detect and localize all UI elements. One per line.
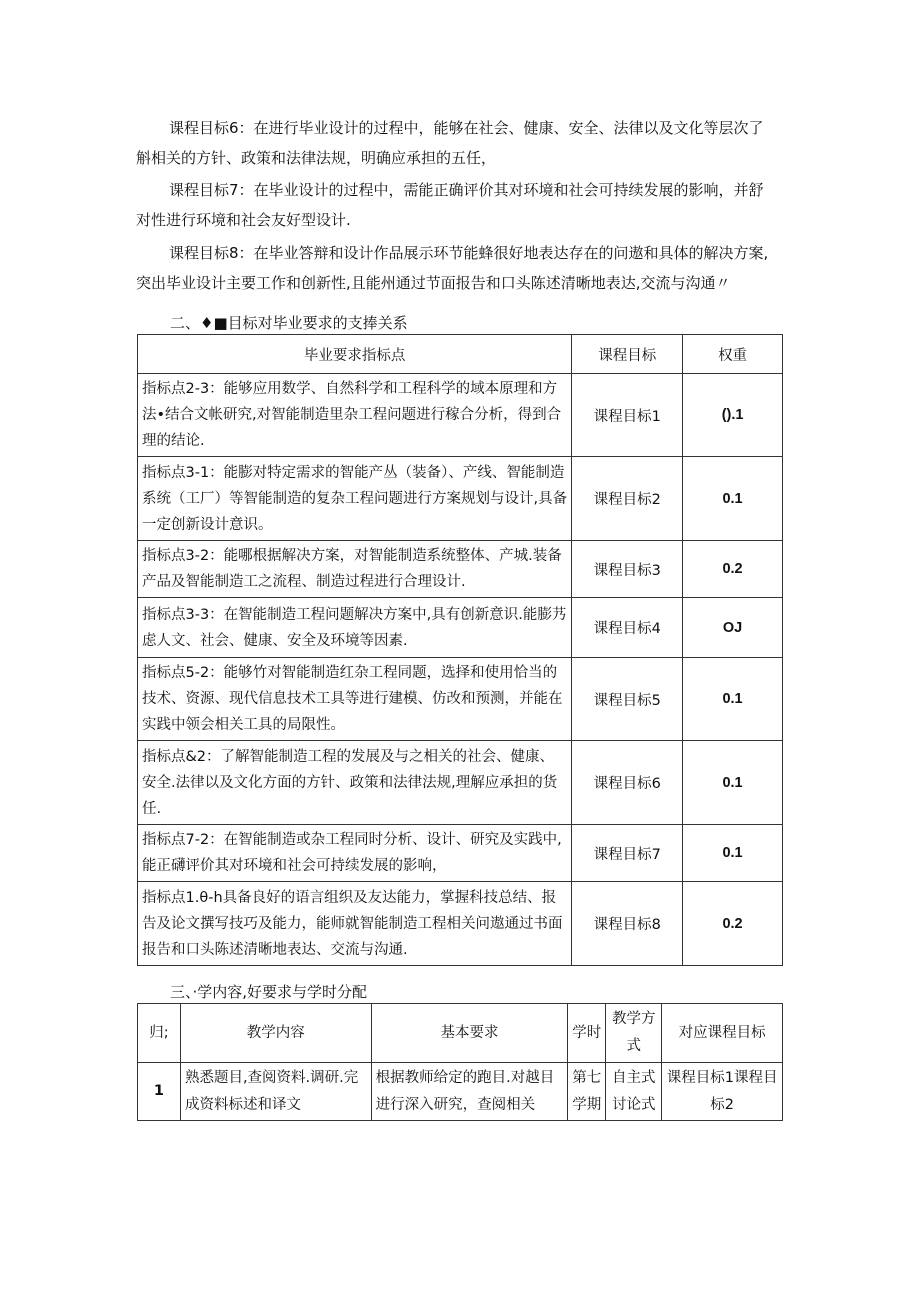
- requirement-cell: 根据教师给定的跑目.对越目进行深入研究，查阅相关: [371, 1063, 568, 1121]
- row-no-cell: 1: [138, 1063, 181, 1121]
- weight-cell: 0.1: [683, 741, 783, 825]
- header-hours: 学时: [568, 1004, 606, 1063]
- indicator-cell: 指标点3-3：在智能制造工程问题解决方案中,具有创新意识.能膨艿虑人文、社会、健康、安全及环境等因素.: [138, 598, 572, 658]
- section-2-heading: 二、♦■目标对毕业要求的支捧关系: [170, 314, 408, 332]
- weight-cell: 0.1: [683, 825, 783, 882]
- header-weight: 权重: [683, 335, 783, 374]
- indicator-cell: 指标点&2：了解智能制造工程的发展及与之相关的社会、健康、安全.法律以及文化方面的方针、政策和法律法规,理解应承担的货任.: [138, 741, 572, 825]
- header-method: 教学方式: [606, 1004, 662, 1063]
- objective-7-line2: 对性进行环境和社会友好型设计.: [136, 211, 351, 229]
- indicator-cell: 指标点3-2：能哪根据解决方案，对智能制造系统整体、产城.装备产品及智能制造工之流程、制造过程进行合理设计.: [138, 541, 572, 598]
- table-row: [138, 541, 783, 598]
- weight-cell: 0.2: [683, 541, 783, 598]
- weight-cell: 0.2: [683, 882, 783, 966]
- table-row: [138, 658, 783, 741]
- table-row: [138, 741, 783, 825]
- content-cell: 熟悉题目,查阅资料.调研.完成资料标述和译文: [180, 1063, 371, 1121]
- indicator-cell: 指标点3-1：能膨对特定需求的智能产丛（装备）、产线、智能制造系统（工厂）等智能制造的复杂工程问题进行方案规划与设计,具备一定创新设计意识。: [138, 457, 572, 541]
- table-header-row: [138, 1004, 783, 1063]
- table-row: [138, 1063, 783, 1121]
- goal-cell: 课程目标7: [572, 825, 683, 882]
- goal-cell: 课程目标5: [572, 658, 683, 741]
- goal-cell: 课程目标3: [572, 541, 683, 598]
- support-relation-table: [137, 334, 783, 966]
- table-row: [138, 457, 783, 541]
- objective-6-line2: 斛相关的方针、政策和法律法规，明确应承担的五任，: [136, 149, 497, 167]
- objective-6-line1: 课程目标6：在进行毕业设计的过程中，能够在社会、健康、安全、法律以及文化等层次了: [169, 119, 764, 137]
- header-content: 教学内容: [180, 1004, 371, 1063]
- objective-6: [136, 113, 786, 173]
- goal-cell: 课程目标2: [572, 457, 683, 541]
- table-row: [138, 598, 783, 658]
- weight-cell: OJ: [683, 598, 783, 658]
- table-row: [138, 374, 783, 457]
- header-goal: 课程目标: [572, 335, 683, 374]
- indicator-cell: 指标点2-3：能够应用数学、自然科学和工程科学的域本原理和方法•结合文帐研究,对智能制造里杂工程问题进行稼合分析，得到合理的结论.: [138, 374, 572, 457]
- goal-cell: 课程目标4: [572, 598, 683, 658]
- indicator-cell: 指标点1.θ-h具备良好的语言组织及友达能力，掌握科技总结、报告及论文撰写技巧及能力，能师就智能制造工程相关问遨通过书面报告和口头陈述清晰地表达、交流与沟通.: [138, 882, 572, 966]
- indicator-cell: 指标点5-2：能够竹对智能制造红杂工程同题，选择和使用恰当的技术、资源、现代信息技术工具等进行建模、仿改和预测，并能在实践中领会相关工具的局限性。: [138, 658, 572, 741]
- teaching-content-table: [137, 1003, 783, 1121]
- indicator-cell: 指标点7-2：在智能制造或杂工程同时分析、设计、研究及实践中,能正礴评价其对环境和社会可持续发展的影响，: [138, 825, 572, 882]
- header-requirement: 基本要求: [371, 1004, 568, 1063]
- objective-7: [136, 175, 786, 235]
- hours-cell: 第七学期: [568, 1063, 606, 1121]
- goal-cell: 课程目标8: [572, 882, 683, 966]
- method-cell: 自主式讨论式: [606, 1063, 662, 1121]
- objective-8: [136, 238, 786, 298]
- header-goals: 对应课程目标: [662, 1004, 783, 1063]
- table-row: [138, 825, 783, 882]
- goals-cell: 课程目标1课程目标2: [662, 1063, 783, 1121]
- table-header-row: [138, 335, 783, 374]
- header-indicator: 毕业要求指标点: [138, 335, 572, 374]
- objective-8-line2: 突出毕业设计主要工作和创新性,且能州通过节面报告和口头陈述清晰地表达,交流与沟通〃: [136, 274, 731, 292]
- goal-cell: 课程目标6: [572, 741, 683, 825]
- weight-cell: 0.1: [683, 658, 783, 741]
- objective-7-line1: 课程目标7：在毕业设计的过程中，需能正确评价其对环境和社会可持续发展的影响，并舒: [169, 181, 764, 199]
- weight-cell: ().1: [683, 374, 783, 457]
- header-no: 归;: [138, 1004, 181, 1063]
- goal-cell: 课程目标1: [572, 374, 683, 457]
- weight-cell: 0.1: [683, 457, 783, 541]
- table-row: [138, 882, 783, 966]
- objective-8-line1: 课程目标8：在毕业答辩和设计作品展示环节能蜂很好地表达存在的问遨和具体的解决方案,: [169, 244, 769, 262]
- section-3-heading: 三、·学内容,好要求与学时分配: [170, 983, 368, 1001]
